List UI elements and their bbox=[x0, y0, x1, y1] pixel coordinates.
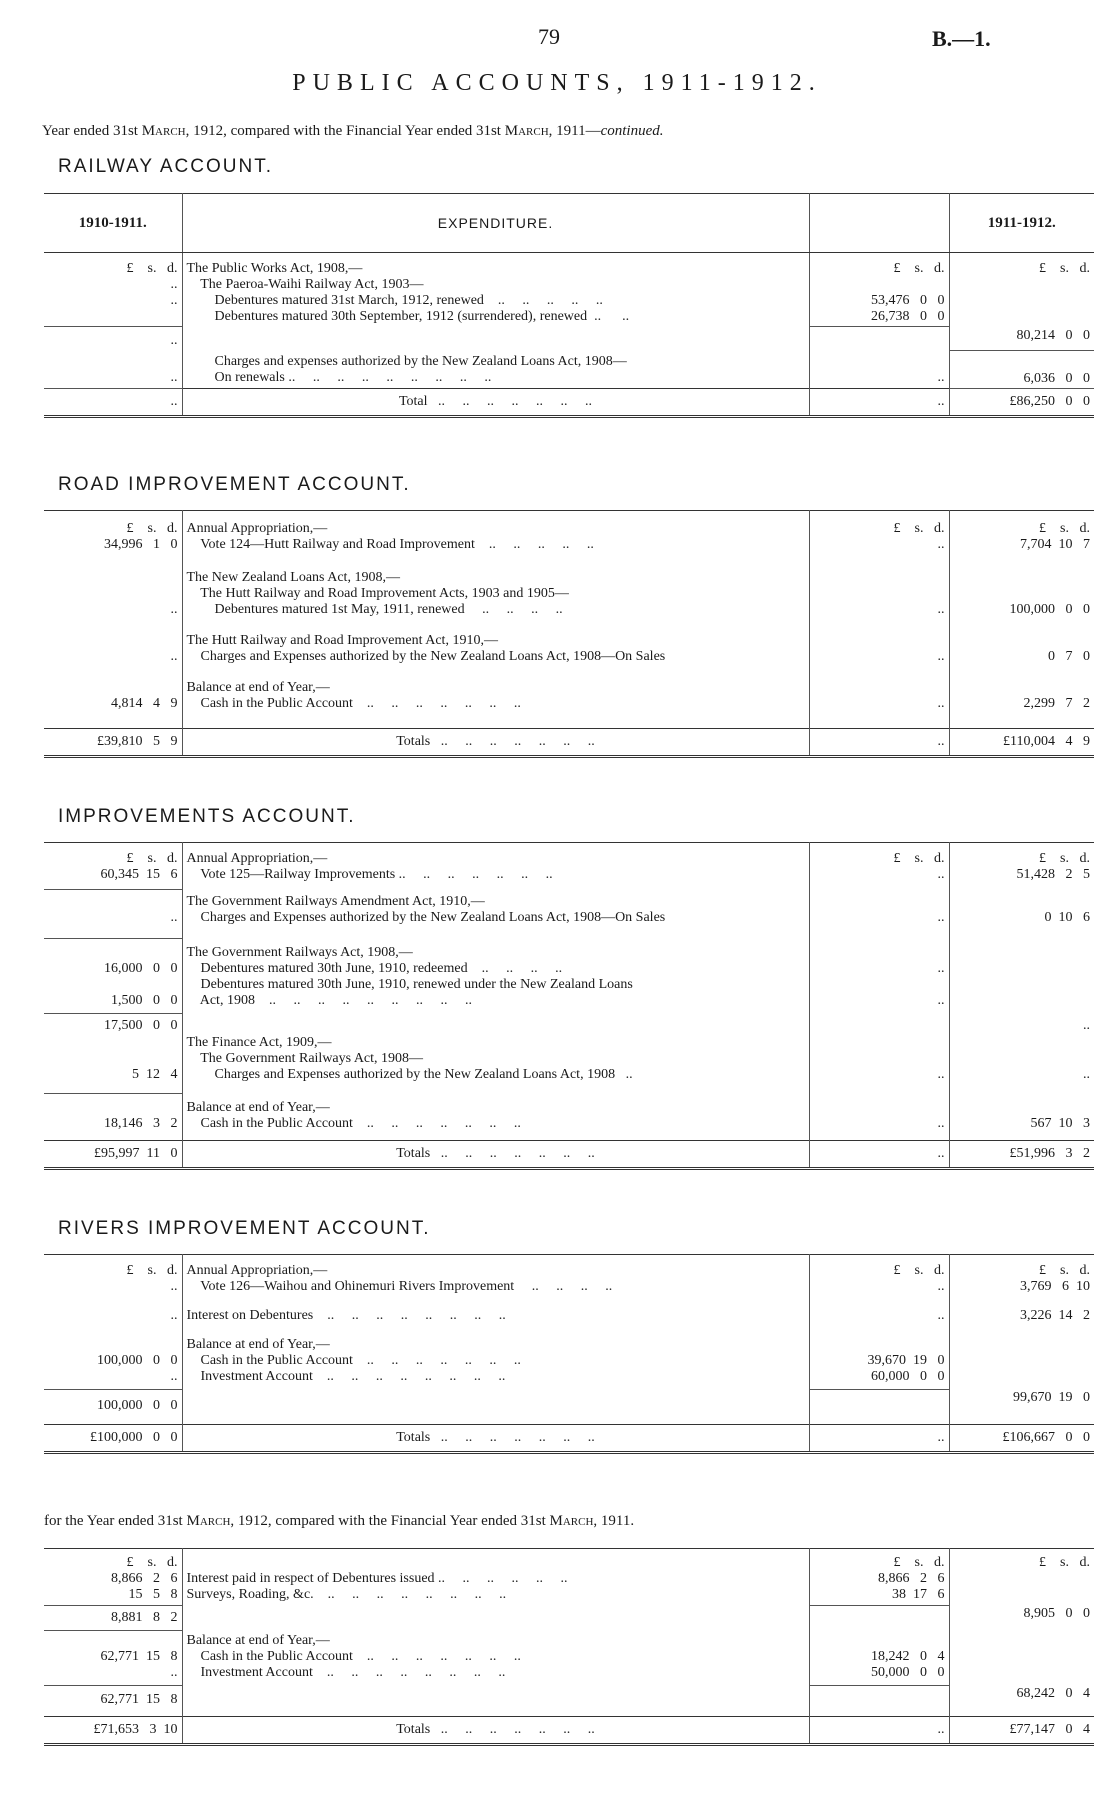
column-header-expenditure: EXPENDITURE. bbox=[182, 194, 809, 253]
caption-month: March bbox=[549, 1513, 594, 1529]
amount-1910-1911: £ s. d. .. .. bbox=[44, 253, 182, 327]
expenditure-item: The Finance Act, 1909,— The Government Railways Act, 1908— Charges and Expenses authorized by the New Zealand Loans Act, 1908 .. bbox=[182, 1035, 809, 1094]
amount-1911-1912: £ s. d. 51,428 2 5 bbox=[1016, 851, 1090, 882]
amount-1910-1911: £ s. d. 8,866 2 6 15 5 8 bbox=[44, 1549, 182, 1606]
expenditure-item: Interest on Debentures .. .. .. .. .. .. .. .. bbox=[182, 1296, 809, 1325]
total-label: Totals .. .. .. .. .. .. .. bbox=[182, 1141, 809, 1169]
amount-1911-1912: 567 10 3 bbox=[1030, 1115, 1090, 1131]
subtitle-continued: continued. bbox=[600, 123, 664, 139]
page-title: PUBLIC ACCOUNTS, 1911-1912. bbox=[292, 70, 822, 96]
amount-1911-1912 bbox=[949, 1631, 1094, 1686]
amount-1910-1911: £ s. d. 34,996 1 0 bbox=[44, 511, 182, 555]
document-reference: B.—1. bbox=[932, 26, 991, 51]
amount-1911-1912: £ s. d. 3,769 6 10 bbox=[1020, 1263, 1090, 1294]
improvements-account-table bbox=[44, 842, 1094, 1170]
table-row bbox=[44, 1014, 1094, 1036]
expenditure-item bbox=[182, 1014, 809, 1036]
column-header-1910-1911: 1910-1911. bbox=[44, 194, 182, 253]
amount-1910-1911: 18,146 3 2 bbox=[44, 1094, 182, 1141]
amount-1910-1911: 100,000 0 0 bbox=[44, 1390, 182, 1425]
expenditure-item: Annual Appropriation,— Vote 126—Waihou and Ohinemuri Rivers Improvement .. .. .. .. bbox=[182, 1255, 809, 1297]
table-row bbox=[44, 939, 1094, 1014]
table-total-row bbox=[44, 1717, 1094, 1745]
table-row bbox=[44, 1255, 1094, 1297]
amount-1911-1912: 8,905 0 0 bbox=[1023, 1605, 1090, 1621]
page-number: 79 bbox=[538, 24, 560, 49]
table-row bbox=[44, 511, 1094, 555]
amount-1910-1911: 17,500 0 0 bbox=[44, 1014, 182, 1036]
total-1910-1911: £71,653 3 10 bbox=[44, 1717, 182, 1745]
expenditure-item bbox=[182, 1390, 809, 1425]
expenditure-item: Balance at end of Year,— Cash in the Public Account .. .. .. .. .. .. .. Investment Account .. .. .. .. .. .. .. .. bbox=[182, 1631, 809, 1686]
expenditure-item: The Hutt Railway and Road Improvement Act, 1910,— Charges and Expenses authorized by the New Zealand Loans Act, 1908—On Sales bbox=[182, 619, 809, 666]
amount-1910-1911: 8,881 8 2 bbox=[44, 1606, 182, 1631]
table-total-row bbox=[44, 388, 1094, 416]
amount-detail: .. bbox=[809, 666, 949, 729]
amount-detail: £ s. d. .. bbox=[809, 1255, 949, 1297]
table-row bbox=[44, 1686, 1094, 1717]
amount-detail bbox=[809, 327, 949, 351]
amount-1910-1911: .. bbox=[44, 350, 182, 388]
amount-detail: £ s. d. 53,476 0 0 26,738 0 0 bbox=[809, 253, 949, 327]
amount-1911-1912: .. bbox=[1083, 1017, 1090, 1033]
expenditure-item: Balance at end of Year,— Cash in the Public Account .. .. .. .. .. .. .. bbox=[182, 666, 809, 729]
continued-account-table bbox=[44, 1548, 1094, 1746]
table-row bbox=[44, 1631, 1094, 1686]
subtitle-text: Year ended 31st bbox=[42, 123, 142, 139]
amount-1911-1912: 99,670 19 0 bbox=[1013, 1389, 1090, 1405]
total-1911-1912: £77,147 0 4 bbox=[949, 1717, 1094, 1745]
amount-detail bbox=[809, 1606, 949, 1631]
total-1911-1912: £51,996 3 2 bbox=[949, 1141, 1094, 1169]
amount-1910-1911: 62,771 15 8 .. bbox=[44, 1631, 182, 1686]
amount-detail: .. bbox=[809, 1296, 949, 1325]
amount-detail bbox=[809, 1390, 949, 1425]
table-header-row bbox=[44, 194, 1094, 253]
road-improvement-account-table bbox=[44, 510, 1094, 758]
expenditure-item: Charges and expenses authorized by the New Zealand Loans Act, 1908— On renewals .. .. .. .. .. .. .. .. .. bbox=[182, 350, 809, 388]
table-row bbox=[44, 890, 1094, 939]
expenditure-item: Interest paid in respect of Debentures issued .. .. .. .. .. .. Surveys, Roading, &c. .. .. .. .. .. .. .. .. bbox=[182, 1549, 809, 1606]
table-row bbox=[44, 350, 1094, 388]
amount-1911-1912: £ s. d. bbox=[1039, 261, 1090, 276]
table-row bbox=[44, 1390, 1094, 1425]
amount-detail bbox=[809, 1014, 949, 1036]
amount-detail bbox=[809, 1686, 949, 1717]
total-detail: .. bbox=[809, 1141, 949, 1169]
amount-1911-1912: 6,036 0 0 bbox=[949, 350, 1094, 388]
expenditure-item bbox=[182, 1686, 809, 1717]
amount-1911-1912: 0 7 0 bbox=[1048, 649, 1090, 664]
total-label: Totals .. .. .. .. .. .. .. bbox=[182, 1717, 809, 1745]
table-row bbox=[44, 843, 1094, 890]
table-row bbox=[44, 1296, 1094, 1325]
amount-detail: £ s. d. .. bbox=[809, 843, 949, 890]
total-detail: .. bbox=[809, 1717, 949, 1745]
expenditure-item: The New Zealand Loans Act, 1908,— The Hutt Railway and Road Improvement Acts, 1903 and 1905— Debentures matured 1st May, 1911, renewed .. .. .. .. bbox=[182, 554, 809, 619]
amount-1910-1911: £ s. d. .. bbox=[44, 1255, 182, 1297]
total-1910-1911: £95,997 11 0 bbox=[44, 1141, 182, 1169]
amount-detail: 39,670 19 0 60,000 0 0 bbox=[809, 1325, 949, 1390]
table-row bbox=[44, 1606, 1094, 1631]
amount-1910-1911: .. bbox=[44, 890, 182, 939]
amount-1910-1911: .. bbox=[44, 554, 182, 619]
amount-detail: .. .. bbox=[809, 939, 949, 1014]
total-1910-1911: .. bbox=[44, 388, 182, 416]
expenditure-item: Balance at end of Year,— Cash in the Public Account .. .. .. .. .. .. .. bbox=[182, 1094, 809, 1141]
table-total-row bbox=[44, 1425, 1094, 1453]
amount-1910-1911: 100,000 0 0 .. bbox=[44, 1325, 182, 1390]
table-row bbox=[44, 253, 1094, 327]
total-detail: .. bbox=[809, 729, 949, 757]
expenditure-item bbox=[182, 327, 809, 351]
amount-1910-1911: .. bbox=[44, 619, 182, 666]
amount-1911-1912: £ s. d. bbox=[1039, 1555, 1090, 1570]
improvements-account-heading: IMPROVEMENTS ACCOUNT. bbox=[58, 806, 356, 827]
table-row bbox=[44, 1035, 1094, 1094]
expenditure-item: Balance at end of Year,— Cash in the Public Account .. .. .. .. .. .. .. Investment Account .. .. .. .. .. .. .. .. bbox=[182, 1325, 809, 1390]
amount-1910-1911: 16,000 0 0 1,500 0 0 bbox=[44, 939, 182, 1014]
amount-detail: .. bbox=[809, 554, 949, 619]
amount-detail: £ s. d. 8,866 2 6 38 17 6 bbox=[809, 1549, 949, 1606]
amount-1911-1912: 100,000 0 0 bbox=[1009, 602, 1090, 617]
amount-1911-1912: £ s. d. 7,704 10 7 bbox=[1020, 521, 1090, 552]
amount-1911-1912 bbox=[949, 939, 1094, 1014]
amount-1911-1912: 3,226 14 2 bbox=[1020, 1308, 1090, 1323]
amount-1910-1911: .. bbox=[44, 1296, 182, 1325]
subtitle-text: , 1911— bbox=[548, 123, 601, 139]
page-subtitle bbox=[42, 123, 664, 140]
caption-month: March bbox=[186, 1513, 231, 1529]
expenditure-item: Annual Appropriation,— Vote 124—Hutt Railway and Road Improvement .. .. .. .. .. bbox=[182, 511, 809, 555]
expenditure-item: The Government Railways Amendment Act, 1910,— Charges and Expenses authorized by the New Zealand Loans Act, 1908—On Sales bbox=[182, 890, 809, 939]
subtitle-text: , 1912, compared with the Financial Year ended 31st bbox=[185, 123, 505, 139]
expenditure-item: The Government Railways Act, 1908,— Debentures matured 30th June, 1910, redeemed .. .. .. .. Debentures matured 30th June, 1910, renewed under the New Zealand Loans Act, 1908 .. .. .. .. .. .. .. .. .. bbox=[182, 939, 809, 1014]
subtitle-month: March bbox=[504, 123, 549, 139]
table-row bbox=[44, 1325, 1094, 1390]
table-row bbox=[44, 666, 1094, 729]
amount-1911-1912: 80,214 0 0 bbox=[949, 327, 1094, 351]
amount-detail: £ s. d. .. bbox=[809, 511, 949, 555]
amount-1911-1912: 2,299 7 2 bbox=[1023, 696, 1090, 711]
caption-text: , 1911. bbox=[593, 1513, 635, 1529]
amount-1910-1911: .. bbox=[44, 327, 182, 351]
railway-account-table bbox=[44, 193, 1094, 418]
amount-1911-1912: 68,242 0 4 bbox=[1016, 1685, 1090, 1701]
amount-1911-1912: 0 10 6 bbox=[1044, 909, 1090, 925]
subtitle-month: March bbox=[141, 123, 186, 139]
amount-1910-1911: 4,814 4 9 bbox=[44, 666, 182, 729]
column-header-1911-1912: 1911-1912. bbox=[949, 194, 1094, 253]
amount-1911-1912 bbox=[949, 1325, 1094, 1390]
total-1910-1911: £100,000 0 0 bbox=[44, 1425, 182, 1453]
table-row bbox=[44, 554, 1094, 619]
amount-detail: .. bbox=[809, 619, 949, 666]
amount-1910-1911: 62,771 15 8 bbox=[44, 1686, 182, 1717]
amount-detail: .. bbox=[809, 350, 949, 388]
amount-detail: .. bbox=[809, 890, 949, 939]
expenditure-item: The Public Works Act, 1908,— The Paeroa-Waihi Railway Act, 1903— Debentures matured 31st March, 1912, renewed .. .. .. .. .. Debentures matured 30th September, 1912 (surrendered), renewed .. .. bbox=[182, 253, 809, 327]
table-row bbox=[44, 1094, 1094, 1141]
rivers-improvement-account-table bbox=[44, 1254, 1094, 1454]
road-improvement-account-heading: ROAD IMPROVEMENT ACCOUNT. bbox=[58, 474, 411, 495]
continuation-caption bbox=[44, 1513, 634, 1530]
caption-text: for the Year ended 31st bbox=[44, 1513, 187, 1529]
total-label: Totals .. .. .. .. .. .. .. bbox=[182, 1425, 809, 1453]
table-row bbox=[44, 1549, 1094, 1606]
table-row bbox=[44, 619, 1094, 666]
amount-1911-1912: .. bbox=[1083, 1067, 1090, 1082]
total-label: Totals .. .. .. .. .. .. .. bbox=[182, 729, 809, 757]
expenditure-item: Annual Appropriation,— Vote 125—Railway Improvements .. .. .. .. .. .. .. bbox=[182, 843, 809, 890]
amount-detail: .. bbox=[809, 1035, 949, 1094]
table-total-row bbox=[44, 729, 1094, 757]
total-1911-1912: £106,667 0 0 bbox=[949, 1425, 1094, 1453]
table-row bbox=[44, 327, 1094, 351]
total-1911-1912: £86,250 0 0 bbox=[949, 388, 1094, 416]
table-total-row bbox=[44, 1141, 1094, 1169]
railway-account-heading: RAILWAY ACCOUNT. bbox=[58, 156, 273, 177]
total-detail: .. bbox=[809, 388, 949, 416]
caption-text: , 1912, compared with the Financial Year ended 31st bbox=[230, 1513, 550, 1529]
total-1911-1912: £110,004 4 9 bbox=[949, 729, 1094, 757]
column-header-blank bbox=[809, 194, 949, 253]
rivers-improvement-account-heading: RIVERS IMPROVEMENT ACCOUNT. bbox=[58, 1218, 431, 1239]
total-label: Total .. .. .. .. .. .. .. bbox=[182, 388, 809, 416]
amount-1910-1911: £ s. d. 60,345 15 6 bbox=[44, 843, 182, 890]
amount-detail: 18,242 0 4 50,000 0 0 bbox=[809, 1631, 949, 1686]
amount-1910-1911: 5 12 4 bbox=[44, 1035, 182, 1094]
amount-detail: .. bbox=[809, 1094, 949, 1141]
total-detail: .. bbox=[809, 1425, 949, 1453]
expenditure-item bbox=[182, 1606, 809, 1631]
total-1910-1911: £39,810 5 9 bbox=[44, 729, 182, 757]
